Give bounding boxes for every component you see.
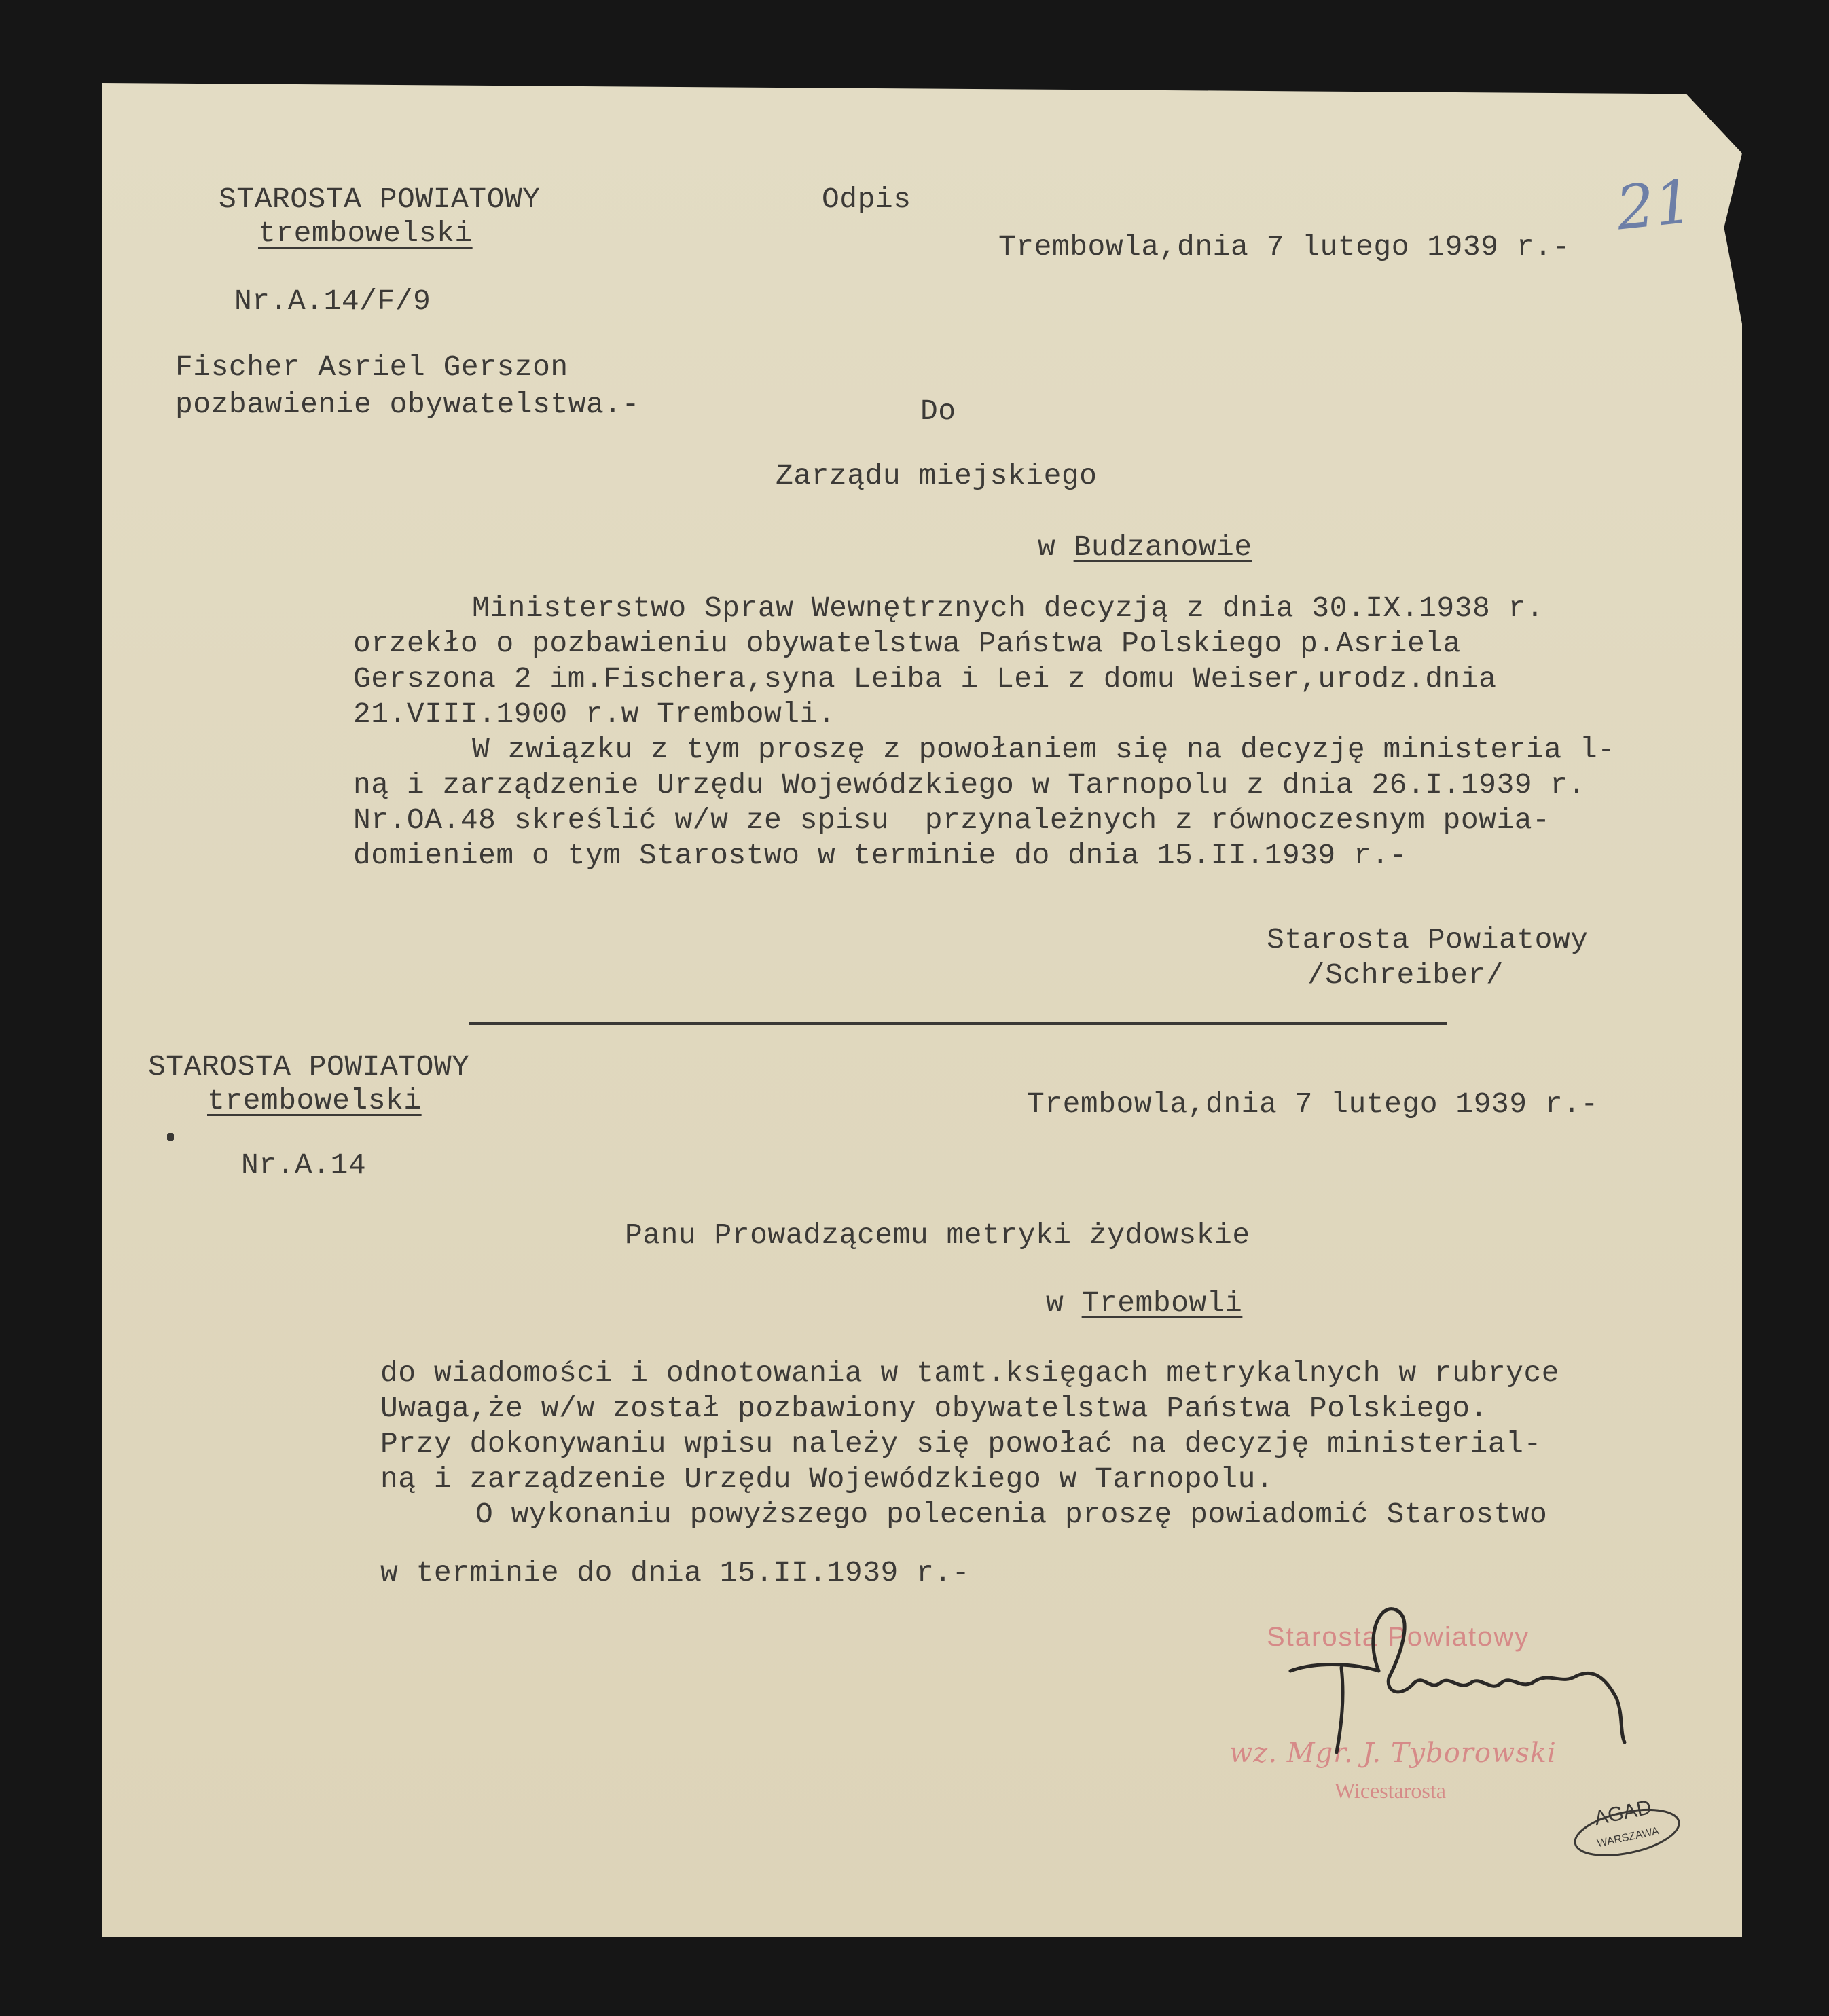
copy-subject-line1: Fischer Asriel Gerszon (175, 350, 568, 384)
handwritten-signature (1277, 1596, 1657, 1766)
copy-body-line-4: 21.VIII.1900 r.w Trembowli. (353, 698, 836, 731)
copy-to-label: Do (920, 395, 956, 428)
copy-addressee: Zarządu miejskiego (776, 459, 1098, 492)
copy-place-date: Trembowla,dnia 7 lutego 1939 r.- (998, 230, 1570, 264)
stamp-title: Starosta Powiatowy (1267, 1622, 1530, 1652)
letter-office-line2: trembowelski (207, 1084, 422, 1117)
folio-number: 21 (1612, 166, 1697, 244)
letter-deadline: w terminie do dnia 15.II.1939 r.- (380, 1556, 971, 1589)
archive-stamp-top-text: AGAD (1592, 1796, 1654, 1831)
letter-ref-no: Nr.A.14 (241, 1149, 367, 1182)
copy-body-line-6: ną i zarządzenie Urzędu Wojewódzkiego w Tarnopolu z dnia 26.I.1939 r. (353, 768, 1586, 802)
letter-addressee: Panu Prowadzącemu metryki żydowskie (625, 1219, 1250, 1252)
copy-body-line-3: Gerszona 2 im.Fischera,syna Leiba i Lei z domu Weiser,urodz.dnia (353, 662, 1497, 696)
ink-mark (167, 1133, 174, 1141)
copy-ref-no: Nr.A.14/F/9 (234, 285, 431, 318)
letter-body-line-1: do wiadomości i odnotowania w tamt.księgach metrykalnych w rubryce (380, 1356, 1560, 1390)
archive-stamp (1562, 1793, 1691, 1868)
copy-office-line1: STAROSTA POWIATOWY (219, 183, 541, 216)
letter-addressee-place: Trembowli (1081, 1286, 1243, 1320)
copy-addressee-place-prefix: w (1038, 530, 1056, 564)
copy-body-line-7: Nr.OA.48 skreślić w/w ze spisu przynależnych z równoczesnym powia- (353, 804, 1551, 837)
letter-office-line1: STAROSTA POWIATOWY (148, 1050, 470, 1083)
copy-office-line2: trembowelski (258, 217, 473, 250)
copy-addressee-place: Budzanowie (1073, 530, 1252, 564)
archive-stamp-bottom-text: WARSZAWA (1596, 1825, 1661, 1850)
copy-addressee-place-line (1038, 530, 1252, 565)
letter-body-line-4: ną i zarządzenie Urzędu Wojewódzkiego w Tarnopolu. (380, 1462, 1274, 1496)
letter-body-line-2: Uwaga,że w/w został pozbawiony obywatelstwa Państwa Polskiego. (380, 1392, 1488, 1425)
letter-body-line-5: O wykonaniu powyższego polecenia proszę powiadomić Starostwo (475, 1498, 1548, 1531)
copy-body-line-1: Ministerstwo Spraw Wewnętrznych decyzją z dnia 30.IX.1938 r. (472, 592, 1544, 625)
letter-addressee-place-prefix: w (1046, 1286, 1064, 1320)
copy-signatory-name: /Schreiber/ (1307, 958, 1504, 992)
letter-body-line-3: Przy dokonywaniu wpisu należy się powołać na decyzję ministerial- (380, 1427, 1542, 1460)
letter-addressee-place-line (1046, 1286, 1242, 1321)
stamp-role: Wicestarosta (1335, 1778, 1446, 1803)
copy-body-line-5: W związku z tym proszę z powołaniem się na decyzję ministeria l- (472, 733, 1616, 766)
copy-signatory-title: Starosta Powiatowy (1267, 923, 1589, 956)
section-divider (469, 1022, 1447, 1025)
copy-label: Odpis (822, 183, 911, 216)
copy-body-line-2: orzekło o pozbawieniu obywatelstwa Państwa Polskiego p.Asriela (353, 627, 1461, 660)
copy-subject-line2: pozbawienie obywatelstwa.- (175, 388, 640, 421)
copy-body-line-8: domieniem o tym Starostwo w terminie do dnia 15.II.1939 r.- (353, 839, 1407, 872)
letter-place-date: Trembowla,dnia 7 lutego 1939 r.- (1027, 1087, 1599, 1121)
stamp-name: wz. Mgr. J. Tyborowski (1229, 1738, 1557, 1769)
